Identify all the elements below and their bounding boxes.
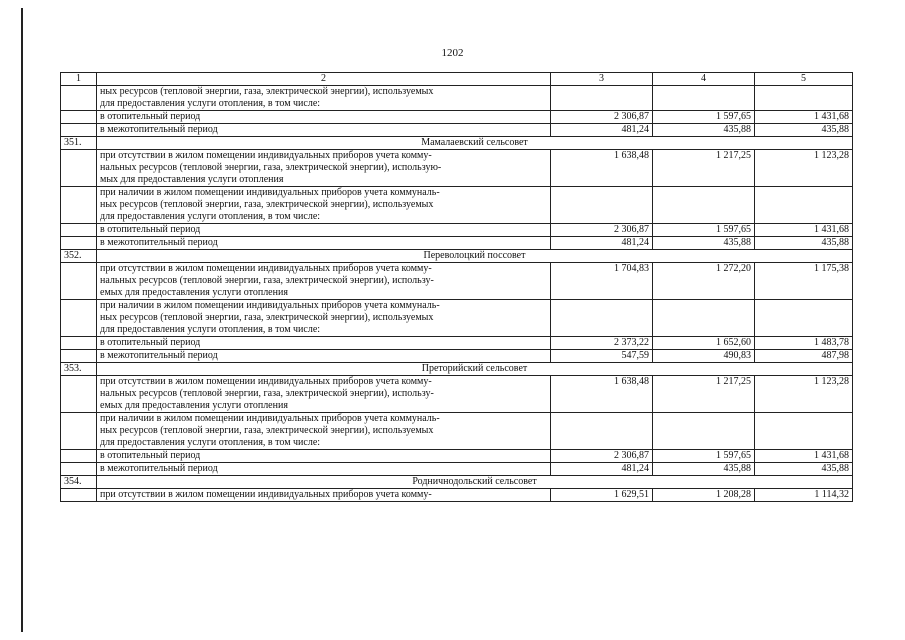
column-header: 5 xyxy=(755,73,853,86)
value-cell: 1 483,78 xyxy=(755,337,853,350)
value-cell: 1 114,32 xyxy=(755,489,853,502)
value-cell: 1 217,25 xyxy=(653,150,755,187)
row-number-cell xyxy=(61,86,97,111)
table-row xyxy=(61,124,853,137)
value-cell: 435,88 xyxy=(653,237,755,250)
row-number-cell xyxy=(61,463,97,476)
value-cell xyxy=(653,86,755,111)
description-line: для предоставления услуги отопления, в том числе: xyxy=(100,98,321,109)
section-header-row xyxy=(61,137,853,150)
value-cell xyxy=(653,187,755,224)
description-line: ных ресурсов (тепловой энергии, газа, электрической энергии), используемых xyxy=(100,86,434,97)
description-cell xyxy=(97,187,551,224)
section-header-row xyxy=(61,476,853,489)
description-line: при наличии в жилом помещении индивидуальных приборов учета коммуналь- xyxy=(100,413,440,424)
row-number-cell xyxy=(61,450,97,463)
period-label: в межотопительный период xyxy=(97,237,551,250)
value-cell: 1 272,20 xyxy=(653,263,755,300)
value-cell: 487,98 xyxy=(755,350,853,363)
value-cell xyxy=(653,413,755,450)
section-name: Преторийский сельсовет xyxy=(97,363,853,376)
value-cell: 1 704,83 xyxy=(551,263,653,300)
value-cell: 435,88 xyxy=(653,463,755,476)
description-cell xyxy=(97,376,551,413)
description-line: для предоставления услуги отопления, в том числе: xyxy=(100,211,321,222)
section-header-row xyxy=(61,363,853,376)
description-line: ных ресурсов (тепловой энергии, газа, электрической энергии), используемых xyxy=(100,199,434,210)
description-cell xyxy=(97,300,551,337)
value-cell: 2 306,87 xyxy=(551,224,653,237)
value-cell xyxy=(551,187,653,224)
description-line: нальных ресурсов (тепловой энергии, газа, электрической энергии), использу- xyxy=(100,388,434,399)
description-line: при отсутствии в жилом помещении индивидуальных приборов учета комму- xyxy=(100,263,432,274)
row-number-cell xyxy=(61,111,97,124)
value-cell: 435,88 xyxy=(755,237,853,250)
value-cell: 1 217,25 xyxy=(653,376,755,413)
value-cell: 481,24 xyxy=(551,237,653,250)
table-row xyxy=(61,300,853,337)
column-header: 3 xyxy=(551,73,653,86)
value-cell xyxy=(755,413,853,450)
table-row xyxy=(61,376,853,413)
value-cell: 1 431,68 xyxy=(755,224,853,237)
description-line: при наличии в жилом помещении индивидуальных приборов учета коммуналь- xyxy=(100,187,440,198)
column-header-row xyxy=(61,73,853,86)
section-number: 352. xyxy=(61,250,97,263)
value-cell xyxy=(551,86,653,111)
value-cell xyxy=(551,413,653,450)
value-cell xyxy=(755,300,853,337)
period-label: в отопительный период xyxy=(97,111,551,124)
period-label: в межотопительный период xyxy=(97,124,551,137)
value-cell: 1 208,28 xyxy=(653,489,755,502)
section-number: 354. xyxy=(61,476,97,489)
description-cell xyxy=(97,263,551,300)
value-cell: 435,88 xyxy=(755,463,853,476)
table-row xyxy=(61,450,853,463)
value-cell xyxy=(653,300,755,337)
value-cell xyxy=(755,86,853,111)
description-line: емых для предоставления услуги отопления xyxy=(100,287,288,298)
table-row xyxy=(61,350,853,363)
row-number-cell xyxy=(61,224,97,237)
description-cell xyxy=(97,86,551,111)
value-cell: 1 123,28 xyxy=(755,150,853,187)
value-cell: 2 306,87 xyxy=(551,111,653,124)
description-line: при отсутствии в жилом помещении индивидуальных приборов учета комму- xyxy=(100,150,432,161)
period-label: в межотопительный период xyxy=(97,463,551,476)
table-row xyxy=(61,237,853,250)
row-number-cell xyxy=(61,150,97,187)
value-cell: 1 629,51 xyxy=(551,489,653,502)
section-header-row xyxy=(61,250,853,263)
description-line: нальных ресурсов (тепловой энергии, газа, электрической энергии), использу- xyxy=(100,275,434,286)
description-line: при наличии в жилом помещении индивидуальных приборов учета коммуналь- xyxy=(100,300,440,311)
table-row xyxy=(61,337,853,350)
value-cell: 481,24 xyxy=(551,124,653,137)
value-cell: 1 638,48 xyxy=(551,150,653,187)
row-number-cell xyxy=(61,237,97,250)
value-cell: 1 123,28 xyxy=(755,376,853,413)
value-cell xyxy=(755,187,853,224)
row-number-cell xyxy=(61,187,97,224)
description-line: ных ресурсов (тепловой энергии, газа, электрической энергии), используемых xyxy=(100,312,434,323)
value-cell: 1 638,48 xyxy=(551,376,653,413)
value-cell: 2 373,22 xyxy=(551,337,653,350)
description-line: для предоставления услуги отопления, в том числе: xyxy=(100,437,321,448)
period-label: в отопительный период xyxy=(97,450,551,463)
value-cell: 1 597,65 xyxy=(653,111,755,124)
value-cell: 1 431,68 xyxy=(755,111,853,124)
row-number-cell xyxy=(61,489,97,502)
value-cell: 547,59 xyxy=(551,350,653,363)
description-line: при отсутствии в жилом помещении индивидуальных приборов учета комму- xyxy=(100,489,432,500)
value-cell: 1 597,65 xyxy=(653,224,755,237)
column-header: 4 xyxy=(653,73,755,86)
description-line: нальных ресурсов (тепловой энергии, газа, электрической энергии), использую- xyxy=(100,162,442,173)
description-line: емых для предоставления услуги отопления xyxy=(100,400,288,411)
page-number: 1202 xyxy=(441,47,464,59)
value-cell: 435,88 xyxy=(653,124,755,137)
period-label: в межотопительный период xyxy=(97,350,551,363)
value-cell: 1 597,65 xyxy=(653,450,755,463)
description-line: при отсутствии в жилом помещении индивидуальных приборов учета комму- xyxy=(100,376,432,387)
value-cell: 1 431,68 xyxy=(755,450,853,463)
table-row xyxy=(61,187,853,224)
column-header: 2 xyxy=(97,73,551,86)
description-line: для предоставления услуги отопления, в том числе: xyxy=(100,324,321,335)
row-number-cell xyxy=(61,124,97,137)
scan-edge-line xyxy=(21,8,23,632)
table-row xyxy=(61,111,853,124)
row-number-cell xyxy=(61,263,97,300)
section-number: 353. xyxy=(61,363,97,376)
description-cell xyxy=(97,489,551,502)
value-cell: 435,88 xyxy=(755,124,853,137)
row-number-cell xyxy=(61,300,97,337)
table-row xyxy=(61,489,853,502)
table-row xyxy=(61,263,853,300)
tariff-table xyxy=(60,72,853,502)
table-row xyxy=(61,150,853,187)
table-row xyxy=(61,86,853,111)
row-number-cell xyxy=(61,337,97,350)
description-line: ных ресурсов (тепловой энергии, газа, электрической энергии), используемых xyxy=(100,425,434,436)
table-row xyxy=(61,413,853,450)
value-cell: 1 175,38 xyxy=(755,263,853,300)
row-number-cell xyxy=(61,376,97,413)
section-name: Мамалаевский сельсовет xyxy=(97,137,853,150)
column-header: 1 xyxy=(61,73,97,86)
table-row xyxy=(61,224,853,237)
value-cell: 2 306,87 xyxy=(551,450,653,463)
description-cell xyxy=(97,150,551,187)
section-number: 351. xyxy=(61,137,97,150)
period-label: в отопительный период xyxy=(97,337,551,350)
description-line: мых для предоставления услуги отопления xyxy=(100,174,284,185)
value-cell xyxy=(551,300,653,337)
row-number-cell xyxy=(61,413,97,450)
value-cell: 481,24 xyxy=(551,463,653,476)
value-cell: 1 652,60 xyxy=(653,337,755,350)
section-name: Родничнодольский сельсовет xyxy=(97,476,853,489)
period-label: в отопительный период xyxy=(97,224,551,237)
table-row xyxy=(61,463,853,476)
row-number-cell xyxy=(61,350,97,363)
section-name: Переволоцкий поссовет xyxy=(97,250,853,263)
description-cell xyxy=(97,413,551,450)
value-cell: 490,83 xyxy=(653,350,755,363)
